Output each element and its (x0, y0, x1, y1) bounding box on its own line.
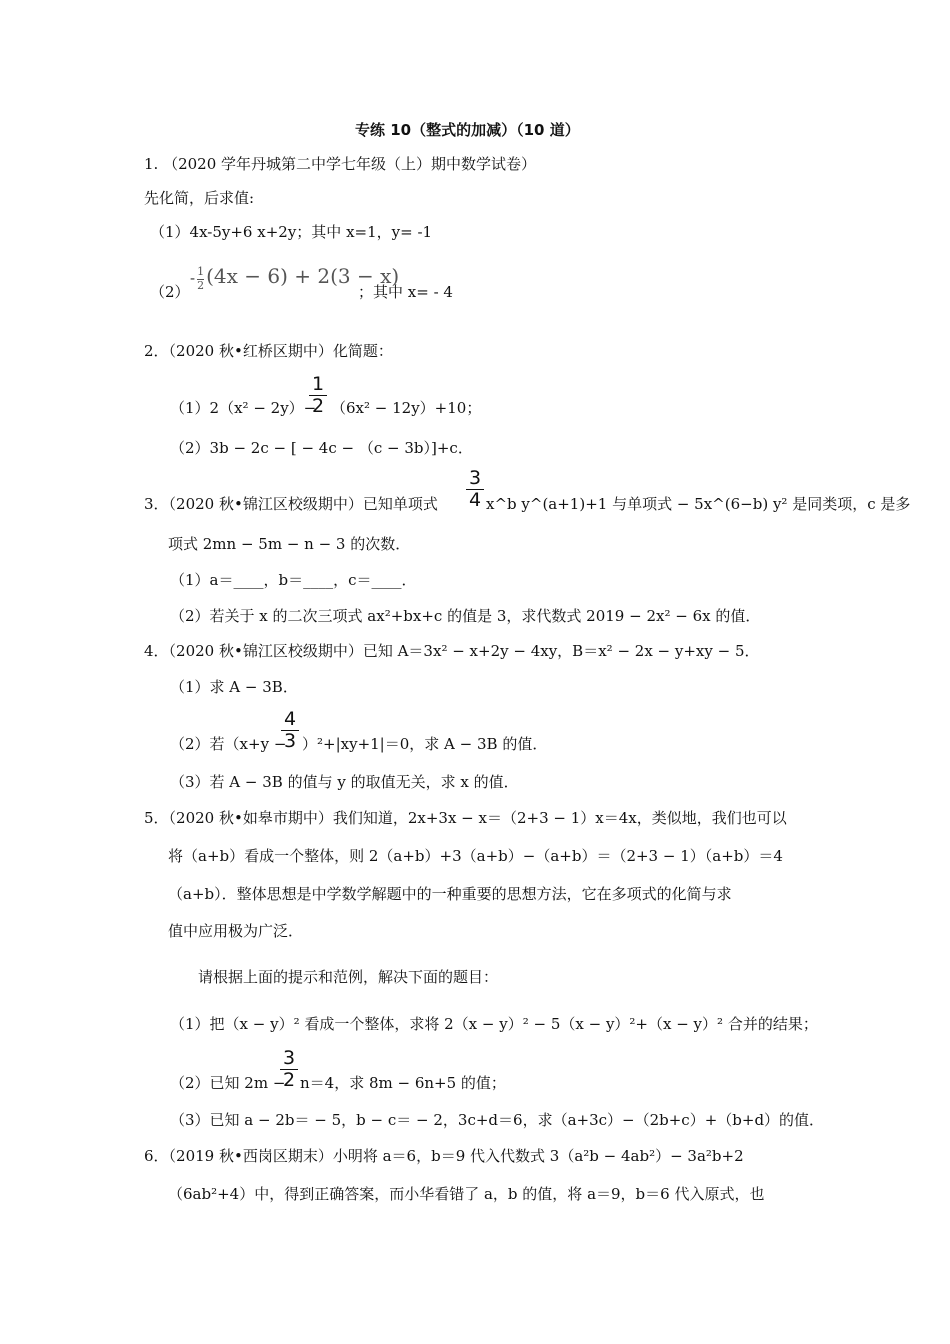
q5-fraction (280, 1049, 298, 1090)
q3-fraction (466, 469, 484, 510)
q5-line3: （a+b）．整体思想是中学数学解题中的一种重要的思想方法，它在多项式的化简与求 (168, 885, 732, 903)
q4-part2-a: （2）若（x+y − (170, 735, 287, 753)
q6-line1: 6．（2019 秋•西岗区期末）小明将 a＝6，b＝9 代入代数式 3（a²b − 4ab²）− 3a²b+2 (144, 1147, 744, 1165)
q4-part3: （3）若 A − 3B 的值与 y 的取值无关，求 x 的值． (170, 773, 519, 791)
q3-heading-a: 3．（2020 秋•锦江区校级期中）已知单项式 (144, 495, 438, 513)
q1-formula-den: 2 (197, 278, 205, 292)
q1-part1: （1）4x-5y+6 x+2y；其中 x=1，y= -1 (150, 223, 433, 241)
page-title: 专练 10（整式的加减）（10 道） (355, 121, 580, 139)
q1-formula-expr: (4x − 6) + 2(3 − x) (206, 264, 400, 288)
q4-fraction-num: 4 (283, 708, 297, 730)
q5-line1: 5．（2020 秋•如皋市期中）我们知道，2x+3x − x＝（2+3 − 1）x＝4x，类似地，我们也可以 (144, 809, 787, 827)
q1-formula-num: 1 (197, 265, 205, 279)
q3-part2: （2）若关于 x 的二次三项式 ax²+bx+c 的值是 3，求代数式 2019 − 2x² − 6x 的值． (170, 607, 761, 625)
q2-fraction-num: 1 (311, 373, 325, 395)
q2-heading: 2．（2020 秋•红桥区期中）化简题： (144, 342, 393, 360)
q3-fraction-den: 4 (468, 489, 482, 511)
q5-prompt: 请根据上面的提示和范例，解决下面的题目： (198, 968, 499, 986)
q5-part2-a: （2）已知 2m − (170, 1074, 286, 1092)
q5-part2-b: n＝4，求 8m − 6n+5 的值； (300, 1074, 506, 1092)
q4-part1: （1）求 A − 3B． (170, 678, 298, 696)
q5-fraction-num: 3 (282, 1047, 296, 1069)
q5-part1: （1）把（x − y）² 看成一个整体，求将 2（x − y）² − 5（x − y）²+（x − y）² 合并的结果； (170, 1015, 818, 1033)
q1-formula-sign: - (190, 269, 196, 287)
q2-part1-b: （6x² − 12y）+10； (331, 399, 482, 417)
q3-heading-b: x^b y^(a+1)+1 与单项式 − 5x^(6−b) y² 是同类项，c 是多 (486, 495, 911, 513)
q2-fraction-den: 2 (311, 395, 325, 417)
q2-part2: （2）3b − 2c − [ − 4c − （c − 3b）]+c． (170, 439, 473, 457)
q4-fraction (281, 710, 299, 751)
q1-formula-fraction (197, 266, 204, 291)
q1-heading: 1. （2020 学年丹城第二中学七年级（上）期中数学试卷） (144, 155, 537, 173)
q5-line4: 值中应用极为广泛． (168, 922, 304, 940)
q1-part2-condition: ；其中 x= - 4 (358, 283, 453, 301)
q3-fraction-num: 3 (468, 467, 482, 489)
q4-part2-b: ）²+|xy+1|＝0，求 A − 3B 的值． (302, 735, 548, 753)
q1-instruction: 先化简，后求值: (144, 189, 255, 207)
q5-line2: 将（a+b）看成一个整体，则 2（a+b）+3（a+b）−（a+b）＝（2+3 − 1）（a+b）＝4 (168, 847, 783, 865)
q3-part1: （1）a＝____，b＝____，c＝____． (170, 571, 417, 589)
q5-fraction-den: 2 (282, 1069, 296, 1091)
q2-part1-a: （1）2（x² − 2y）− (170, 399, 317, 417)
q4-heading: 4．（2020 秋•锦江区校级期中）已知 A＝3x² − x+2y − 4xy，B＝x² − 2x − y+xy − 5． (144, 642, 760, 660)
q5-part3: （3）已知 a − 2b＝ − 5，b − c＝ − 2，3c+d＝6，求（a+3c）−（2b+c）+（b+d）的值． (170, 1111, 825, 1129)
q2-fraction (309, 375, 327, 416)
q1-part2-label: （2） (150, 283, 190, 301)
q6-line2: （6ab²+4）中，得到正确答案，而小华看错了 a，b 的值，将 a＝9，b＝6 代入原式，也 (168, 1185, 765, 1203)
q3-line2: 项式 2mn − 5m − n − 3 的次数． (168, 535, 411, 553)
q4-fraction-den: 3 (283, 730, 297, 752)
